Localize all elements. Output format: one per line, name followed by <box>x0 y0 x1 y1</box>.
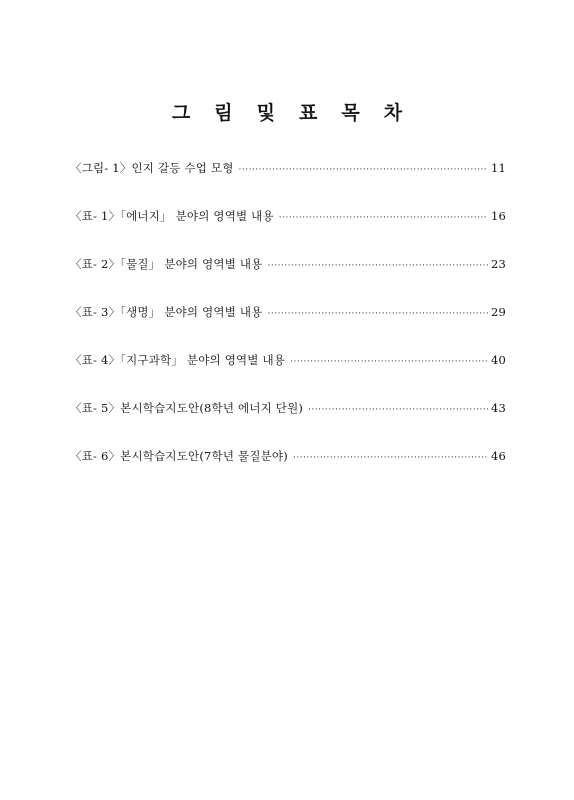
toc-entry[interactable] <box>70 400 506 448</box>
toc-entry-label: 〈표- 2〉「물질」 분야의 영역별 내용 <box>70 257 263 271</box>
title-char: 목 <box>341 102 360 124</box>
title-char: 및 <box>256 102 275 124</box>
title-char: 그 <box>171 102 191 124</box>
toc-entry-label: 〈표- 5〉본시학습지도안(8학년 에너지 단원) <box>70 401 304 415</box>
toc-entry[interactable] <box>70 160 506 208</box>
toc-entry-page: 11 <box>490 161 506 175</box>
toc-entry-page: 43 <box>490 401 506 415</box>
dot-leader <box>267 309 487 319</box>
toc-entry-label: 〈표- 6〉본시학습지도안(7학년 물질분야) <box>70 449 288 463</box>
title-char: 표 <box>299 102 318 124</box>
toc-entry-label: 〈표- 3〉「생명」 분야의 영역별 내용 <box>70 305 263 319</box>
toc-entry-page: 23 <box>490 257 506 271</box>
dot-leader <box>290 357 488 367</box>
title-char: 림 <box>214 102 233 124</box>
toc-entry[interactable] <box>70 208 506 256</box>
toc-entry-page: 46 <box>490 449 506 463</box>
toc-entry-label: 〈표- 1〉「에너지」 분야의 영역별 내용 <box>70 209 274 223</box>
toc-entry-page: 40 <box>490 353 506 367</box>
page-title <box>0 98 574 125</box>
toc-entry[interactable] <box>70 256 506 304</box>
title-char: 차 <box>383 102 403 124</box>
dot-leader <box>308 405 488 415</box>
toc-entry-label: 〈표- 4〉「지구과학」 분야의 영역별 내용 <box>70 353 286 367</box>
dot-leader <box>239 165 488 175</box>
toc-entry[interactable] <box>70 352 506 400</box>
toc-entry-page: 16 <box>490 209 506 223</box>
toc-entry[interactable] <box>70 304 506 352</box>
toc-entry[interactable] <box>70 448 506 496</box>
toc-entry-label: 〈그림- 1〉인지 갈등 수업 모형 <box>70 161 234 175</box>
dot-leader <box>267 261 487 271</box>
table-of-contents <box>70 160 506 496</box>
toc-entry-page: 29 <box>490 305 506 319</box>
dot-leader <box>293 453 488 463</box>
dot-leader <box>279 213 488 223</box>
